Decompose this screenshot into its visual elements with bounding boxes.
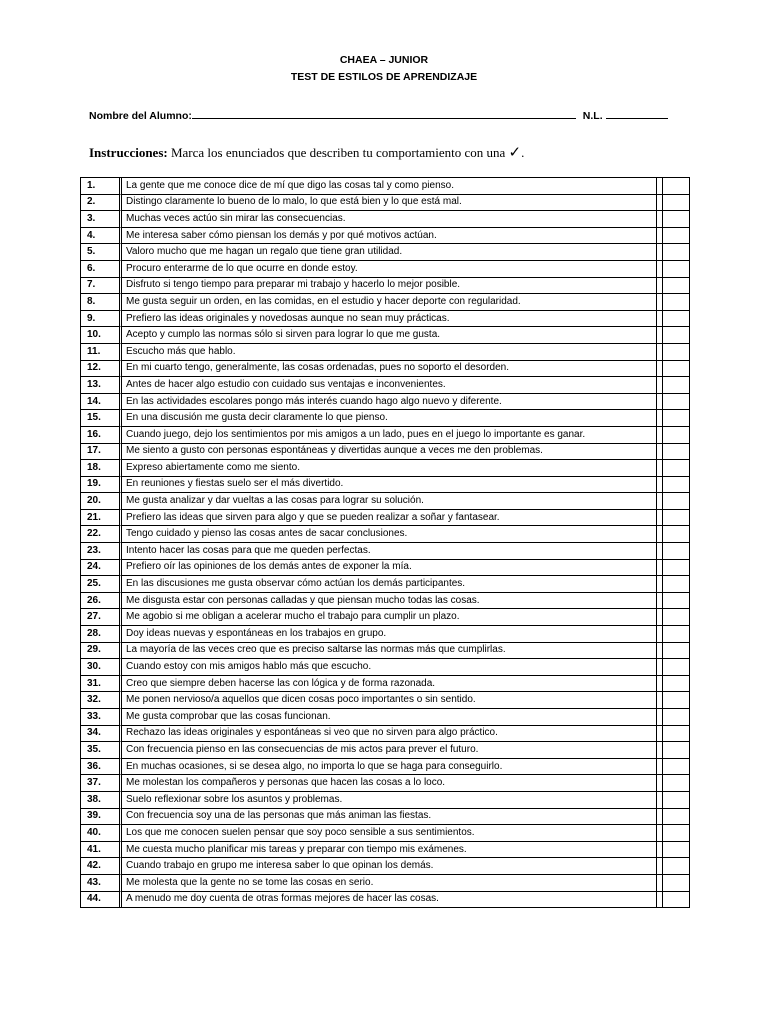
table-row [81,228,689,245]
item-number: 19. [81,477,122,494]
item-statement: Disfruto si tengo tiempo para preparar mi trabajo y hacerlo lo mejor posible. [122,278,657,295]
item-number: 35. [81,742,122,759]
item-statement: Distingo claramente lo bueno de lo malo, lo que está bien y lo que está mal. [122,195,657,212]
student-name-field[interactable] [192,107,576,119]
instructions [89,143,524,162]
item-statement: Escucho más que hablo. [122,344,657,361]
item-number: 7. [81,278,122,295]
item-statement: Cuando juego, dejo los sentimientos por mis amigos a un lado, pues en el juego lo importante es ganar. [122,427,657,444]
table-row [81,510,689,527]
table-row [81,825,689,842]
table-row [81,344,689,361]
item-checkbox[interactable] [663,460,689,477]
table-row [81,759,689,776]
item-statement: Muchas veces actúo sin mirar las consecuencias. [122,211,657,228]
item-statement: Me gusta seguir un orden, en las comidas, en el estudio y hacer deporte con regularidad. [122,294,657,311]
item-statement: Con frecuencia soy una de las personas que más animan las fiestas. [122,809,657,826]
item-checkbox[interactable] [663,526,689,543]
table-row [81,377,689,394]
questionnaire-table [80,177,690,908]
table-row [81,692,689,709]
item-statement: En una discusión me gusta decir claramente lo que pienso. [122,410,657,427]
item-statement: En reuniones y fiestas suelo ser el más divertido. [122,477,657,494]
item-statement: Me cuesta mucho planificar mis tareas y preparar con tiempo mis exámenes. [122,842,657,859]
table-row [81,543,689,560]
table-row [81,244,689,261]
item-statement: En muchas ocasiones, si se desea algo, no importa lo que se haga para conseguirlo. [122,759,657,776]
table-row [81,311,689,328]
item-checkbox[interactable] [663,410,689,427]
table-row [81,709,689,726]
item-checkbox[interactable] [663,560,689,577]
item-statement: En las discusiones me gusta observar cómo actúan los demás participantes. [122,576,657,593]
item-statement: Creo que siempre deben hacerse las con lógica y de forma razonada. [122,676,657,693]
item-number: 4. [81,228,122,245]
table-row [81,361,689,378]
item-number: 15. [81,410,122,427]
item-number: 8. [81,294,122,311]
item-statement: Rechazo las ideas originales y espontáneas si veo que no sirven para algo práctico. [122,726,657,743]
item-checkbox[interactable] [663,809,689,826]
item-number: 37. [81,775,122,792]
table-row [81,892,689,908]
item-statement: Me siento a gusto con personas espontáneas y divertidas aunque a veces me den problemas. [122,444,657,461]
item-statement: Prefiero las ideas que sirven para algo y que se pueden realizar a soñar y fantasear. [122,510,657,527]
item-statement: Doy ideas nuevas y espontáneas en los trabajos en grupo. [122,626,657,643]
item-checkbox[interactable] [663,178,689,195]
item-checkbox[interactable] [663,676,689,693]
table-row [81,394,689,411]
table-row [81,643,689,660]
item-checkbox[interactable] [663,211,689,228]
item-checkbox[interactable] [663,510,689,527]
table-row [81,626,689,643]
item-checkbox[interactable] [663,759,689,776]
table-row [81,261,689,278]
table-row [81,327,689,344]
item-statement: Acepto y cumplo las normas sólo si sirven para lograr lo que me gusta. [122,327,657,344]
item-checkbox[interactable] [663,278,689,295]
item-checkbox[interactable] [663,593,689,610]
check-mark-icon: ✓ [508,145,522,161]
item-number: 3. [81,211,122,228]
item-checkbox[interactable] [663,228,689,245]
item-number: 6. [81,261,122,278]
item-statement: Tengo cuidado y pienso las cosas antes de sacar conclusiones. [122,526,657,543]
item-checkbox[interactable] [663,394,689,411]
item-number: 22. [81,526,122,543]
table-row [81,427,689,444]
student-name-label: Nombre del Alumno: [89,110,192,122]
item-number: 13. [81,377,122,394]
item-statement: A menudo me doy cuenta de otras formas mejores de hacer las cosas. [122,892,657,908]
item-checkbox[interactable] [663,659,689,676]
item-number: 20. [81,493,122,510]
item-checkbox[interactable] [663,875,689,892]
item-checkbox[interactable] [663,858,689,875]
item-number: 18. [81,460,122,477]
table-row [81,676,689,693]
item-number: 39. [81,809,122,826]
item-checkbox[interactable] [663,742,689,759]
item-checkbox[interactable] [663,477,689,494]
item-checkbox[interactable] [663,842,689,859]
item-number: 34. [81,726,122,743]
item-checkbox[interactable] [663,609,689,626]
item-statement: Prefiero oír las opiniones de los demás antes de exponer la mía. [122,560,657,577]
item-checkbox[interactable] [663,643,689,660]
item-number: 40. [81,825,122,842]
item-statement: Me gusta comprobar que las cosas funcionan. [122,709,657,726]
item-statement: En las actividades escolares pongo más interés cuando hago algo nuevo y diferente. [122,394,657,411]
item-statement: Cuando estoy con mis amigos hablo más que escucho. [122,659,657,676]
table-row [81,659,689,676]
item-checkbox[interactable] [663,493,689,510]
item-statement: La gente que me conoce dice de mí que digo las cosas tal y como pienso. [122,178,657,195]
instructions-text: Marca los enunciados que describen tu comportamiento con una [170,145,506,160]
item-number: 2. [81,195,122,212]
item-checkbox[interactable] [663,327,689,344]
table-row [81,593,689,610]
item-statement: Me molesta que la gente no se tome las cosas en serio. [122,875,657,892]
instructions-period: . [521,145,525,160]
table-row [81,444,689,461]
item-number: 27. [81,609,122,626]
item-number: 25. [81,576,122,593]
item-statement: Con frecuencia pienso en las consecuencias de mis actos para prever el futuro. [122,742,657,759]
item-number: 41. [81,842,122,859]
table-row [81,526,689,543]
item-number: 23. [81,543,122,560]
table-row [81,278,689,295]
table-row [81,875,689,892]
item-number: 9. [81,311,122,328]
item-checkbox[interactable] [663,775,689,792]
item-statement: Me agobio si me obligan a acelerar mucho el trabajo para cumplir un plazo. [122,609,657,626]
item-statement: Suelo reflexionar sobre los asuntos y problemas. [122,792,657,809]
table-row [81,842,689,859]
item-statement: En mi cuarto tengo, generalmente, las cosas ordenadas, pues no soporto el desorden. [122,361,657,378]
item-checkbox[interactable] [663,444,689,461]
table-row [81,211,689,228]
item-checkbox[interactable] [663,692,689,709]
item-number: 30. [81,659,122,676]
item-checkbox[interactable] [663,726,689,743]
table-row [81,477,689,494]
table-row [81,410,689,427]
item-checkbox[interactable] [663,344,689,361]
item-checkbox[interactable] [663,261,689,278]
item-statement: Procuro enterarme de lo que ocurre en donde estoy. [122,261,657,278]
item-number: 31. [81,676,122,693]
item-statement: Valoro mucho que me hagan un regalo que tiene gran utilidad. [122,244,657,261]
item-checkbox[interactable] [663,709,689,726]
item-number: 44. [81,892,122,908]
table-row [81,809,689,826]
table-row [81,178,689,195]
item-statement: Prefiero las ideas originales y novedosas aunque no sean muy prácticas. [122,311,657,328]
item-statement: Me ponen nervioso/a aquellos que dicen cosas poco importantes o sin sentido. [122,692,657,709]
item-number: 26. [81,593,122,610]
item-number: 29. [81,643,122,660]
item-statement: Me disgusta estar con personas calladas y que piensan mucho todas las cosas. [122,593,657,610]
item-number: 32. [81,692,122,709]
item-checkbox[interactable] [663,626,689,643]
item-statement: Me interesa saber cómo piensan los demás y por qué motivos actúan. [122,228,657,245]
item-checkbox[interactable] [663,576,689,593]
item-statement: La mayoría de las veces creo que es preciso saltarse las normas más que cumplirlas. [122,643,657,660]
table-row [81,792,689,809]
document-subtitle: TEST DE ESTILOS DE APRENDIZAJE [290,71,478,83]
item-number: 12. [81,361,122,378]
item-number: 36. [81,759,122,776]
item-checkbox[interactable] [663,294,689,311]
nl-label: N.L. [582,110,603,122]
table-row [81,576,689,593]
item-checkbox[interactable] [663,825,689,842]
item-statement: Intento hacer las cosas para que me queden perfectas. [122,543,657,560]
table-row [81,460,689,477]
item-checkbox[interactable] [663,244,689,261]
table-row [81,493,689,510]
table-row [81,195,689,212]
item-statement: Expreso abiertamente como me siento. [122,460,657,477]
table-row [81,742,689,759]
document-title: CHAEA – JUNIOR [339,54,429,66]
item-number: 33. [81,709,122,726]
item-checkbox[interactable] [663,361,689,378]
item-number: 38. [81,792,122,809]
item-number: 43. [81,875,122,892]
item-number: 28. [81,626,122,643]
item-checkbox[interactable] [663,892,689,908]
item-statement: Cuando trabajo en grupo me interesa saber lo que opinan los demás. [122,858,657,875]
item-number: 16. [81,427,122,444]
item-number: 5. [81,244,122,261]
item-statement: Me molestan los compañeros y personas que hacen las cosas a lo loco. [122,775,657,792]
table-row [81,294,689,311]
table-row [81,858,689,875]
table-row [81,726,689,743]
item-checkbox[interactable] [663,311,689,328]
item-checkbox[interactable] [663,792,689,809]
item-checkbox[interactable] [663,195,689,212]
instructions-label: Instrucciones: [89,145,168,160]
item-number: 14. [81,394,122,411]
table-row [81,775,689,792]
item-number: 1. [81,178,122,195]
table-row [81,609,689,626]
item-statement: Antes de hacer algo estudio con cuidado sus ventajas e inconvenientes. [122,377,657,394]
item-number: 11. [81,344,122,361]
table-row [81,560,689,577]
item-number: 10. [81,327,122,344]
student-info-row [89,107,679,122]
item-checkbox[interactable] [663,427,689,444]
item-number: 21. [81,510,122,527]
item-checkbox[interactable] [663,377,689,394]
item-checkbox[interactable] [663,543,689,560]
item-number: 42. [81,858,122,875]
item-statement: Me gusta analizar y dar vueltas a las cosas para lograr su solución. [122,493,657,510]
item-statement: Los que me conocen suelen pensar que soy poco sensible a sus sentimientos. [122,825,657,842]
nl-field[interactable] [606,107,668,119]
item-number: 17. [81,444,122,461]
item-number: 24. [81,560,122,577]
